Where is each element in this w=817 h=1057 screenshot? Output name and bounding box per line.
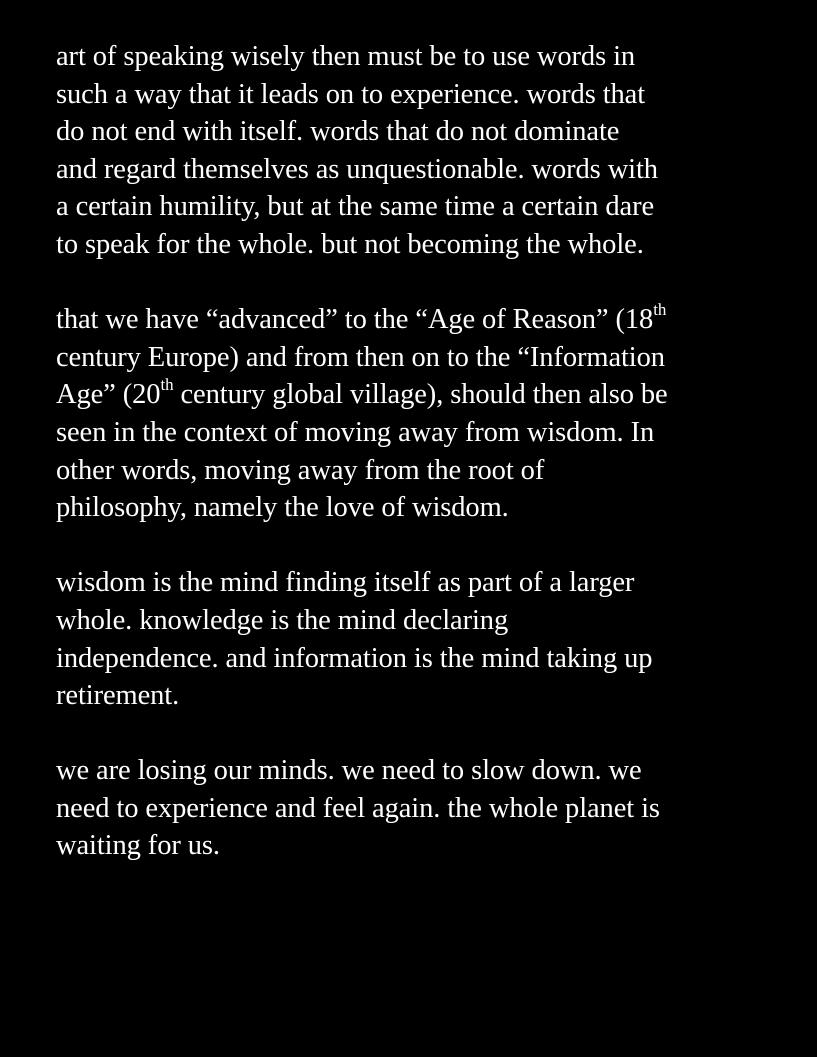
text-line: we are losing our minds. we need to slow down. we — [56, 755, 642, 787]
text-line: whole. knowledge is the mind declaring — [56, 604, 509, 636]
text-fragment: century global village), should then also be — [173, 379, 668, 411]
text-line: seen in the context of moving away from wisdom. In — [56, 416, 655, 448]
paragraph-spacer — [56, 715, 786, 753]
document-body — [56, 38, 786, 865]
text-line: other words, moving away from the root of — [56, 454, 545, 486]
text-line: century Europe) and from then on to the “Information — [56, 341, 665, 373]
text-line — [56, 301, 786, 339]
text-line: need to experience and feel again. the whole planet is — [56, 792, 660, 824]
superscript-ordinal: th — [653, 299, 667, 319]
paragraph-speaking-wisely — [56, 38, 786, 264]
paragraph-age-of-reason — [56, 301, 786, 527]
text-line: and regard themselves as unquestionable. words with — [56, 153, 658, 185]
text-fragment: Age” (20 — [56, 379, 161, 411]
text-line: waiting for us. — [56, 830, 220, 862]
text-line: retirement. — [56, 680, 180, 712]
text-line — [56, 376, 786, 414]
paragraph-spacer — [56, 527, 786, 565]
text-line: philosophy, namely the love of wisdom. — [56, 492, 509, 524]
text-line: such a way that it leads on to experience. words that — [56, 78, 646, 110]
paragraph-losing-minds — [56, 752, 786, 865]
paragraph-wisdom-definition — [56, 564, 786, 714]
text-line: art of speaking wisely then must be to use words in — [56, 41, 636, 72]
text-line: do not end with itself. words that do not dominate — [56, 116, 620, 148]
text-fragment: that we have “advanced” to the “Age of Reason” (18 — [56, 304, 654, 336]
text-line: a certain humility, but at the same time a certain dare — [56, 191, 655, 223]
superscript-ordinal: th — [160, 374, 174, 394]
text-line: wisdom is the mind finding itself as part of a larger — [56, 567, 635, 599]
paragraph-spacer — [56, 264, 786, 302]
text-line: to speak for the whole. but not becoming the whole. — [56, 228, 644, 260]
text-line: independence. and information is the mind taking up — [56, 642, 653, 674]
